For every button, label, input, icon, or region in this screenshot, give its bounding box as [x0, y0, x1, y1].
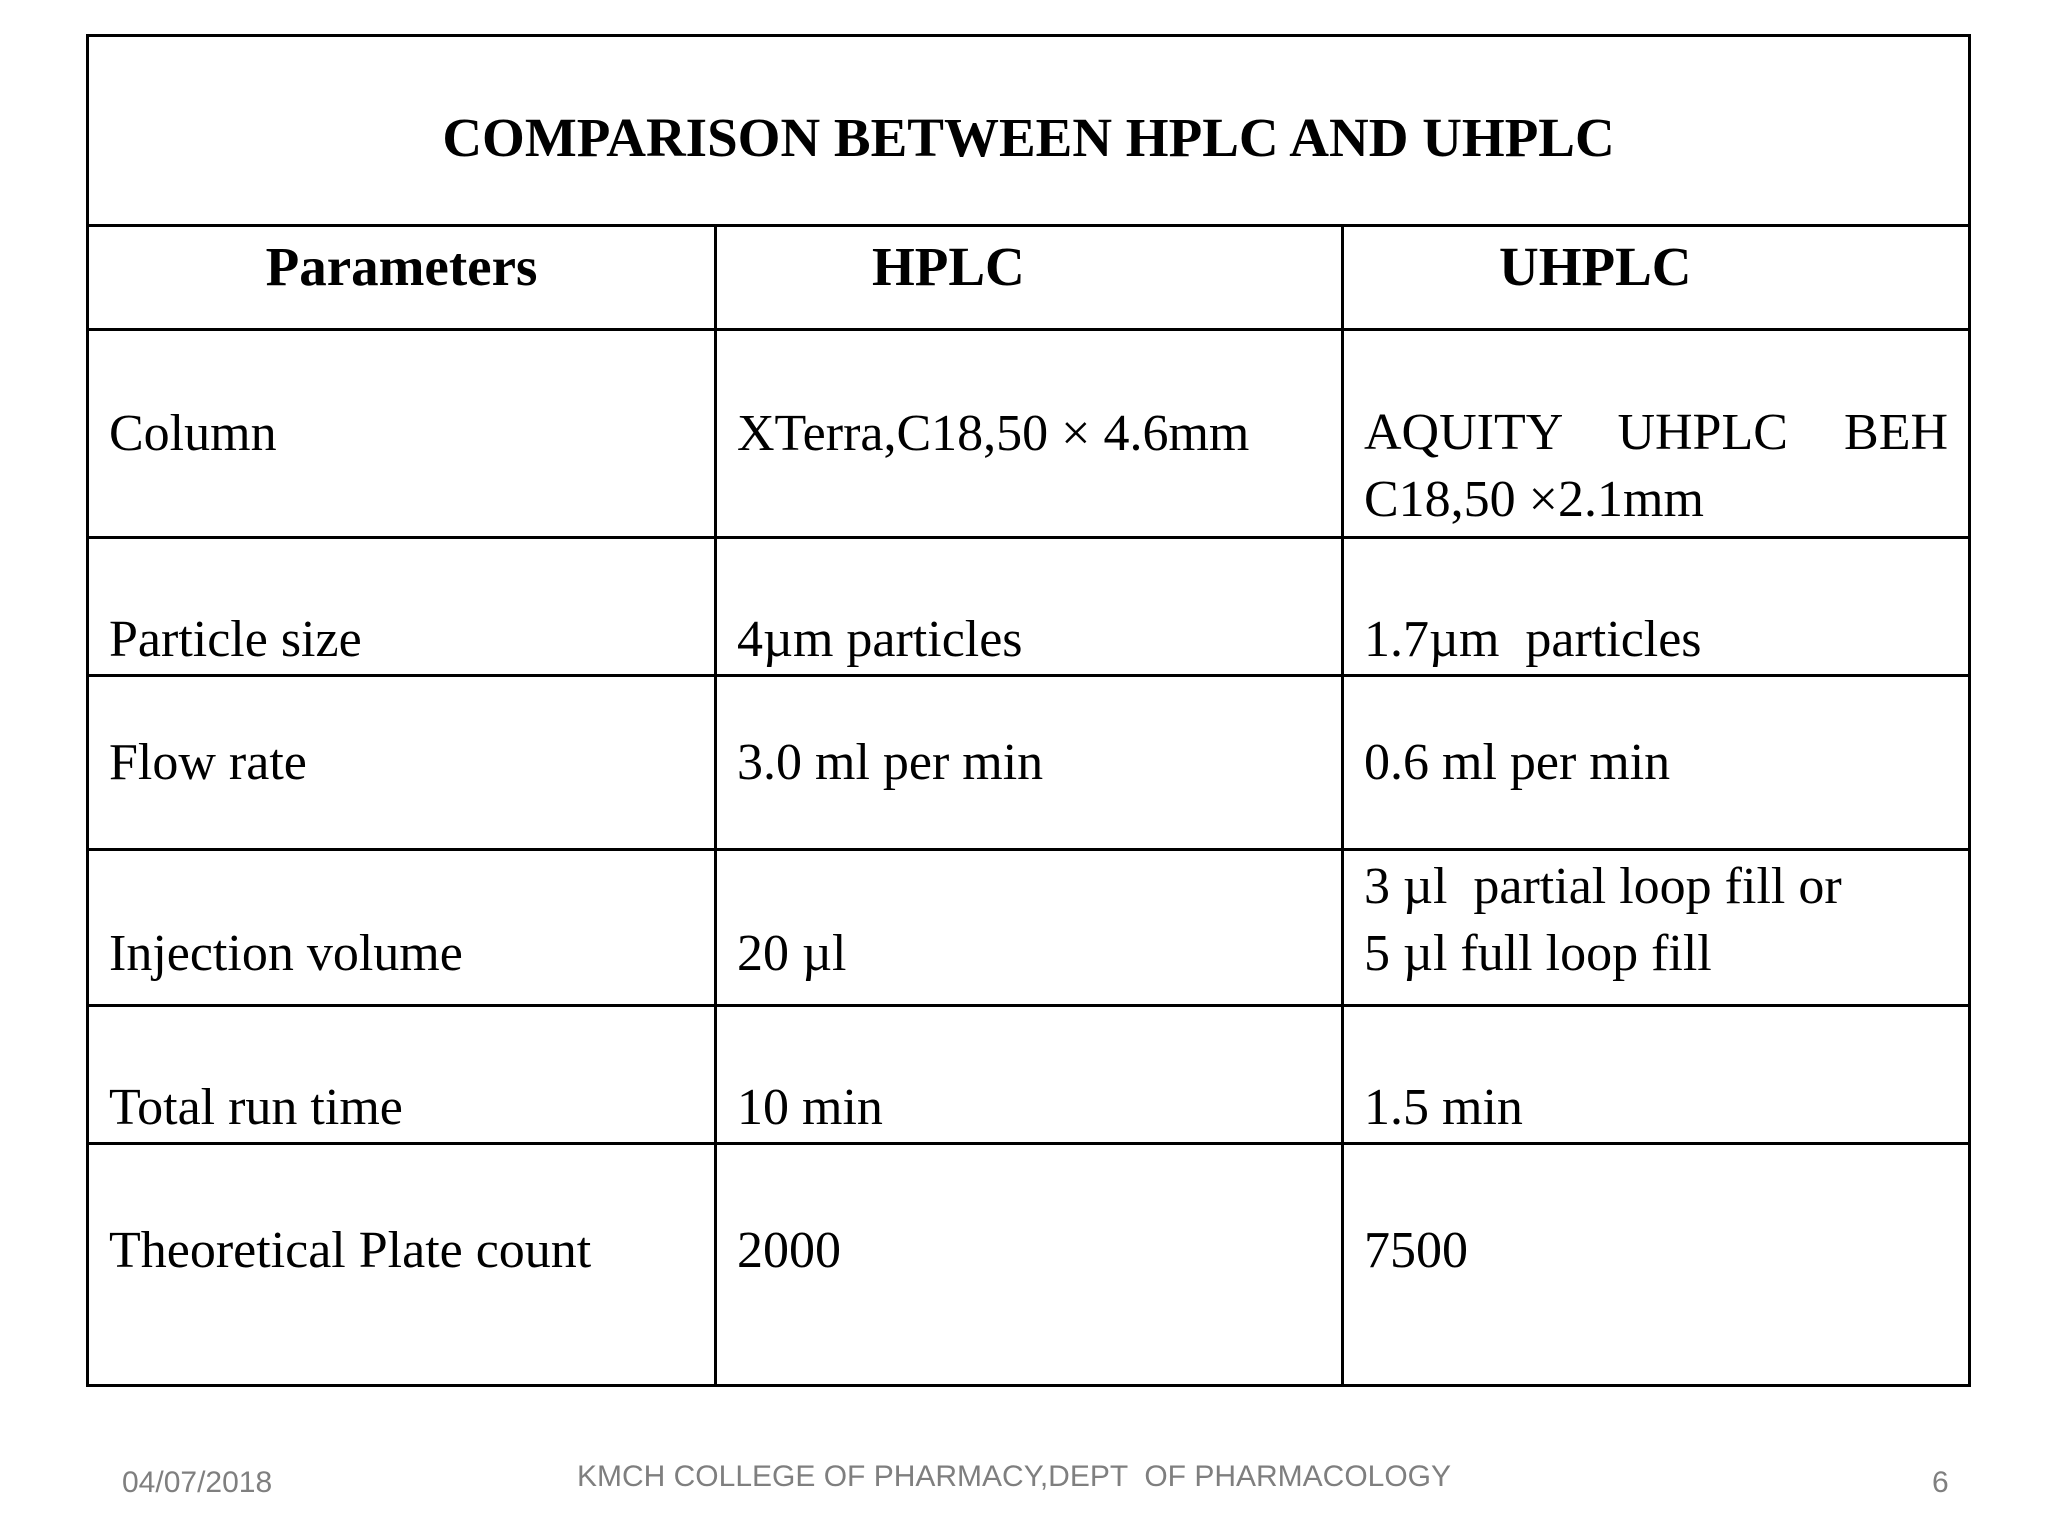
uhplc-line: 7500	[1364, 1222, 1468, 1279]
uhplc-line: C18,50 ×2.1mm	[1364, 471, 1704, 529]
table-row	[88, 1006, 1970, 1144]
uhplc-cell	[1343, 538, 1970, 676]
parameter-cell: Flow rate	[88, 676, 716, 850]
parameter-cell: Particle size	[88, 538, 716, 676]
uhplc-line: 1.7µm particles	[1364, 611, 1702, 669]
hplc-cell: 4µm particles	[716, 538, 1343, 676]
uhplc-cell	[1343, 330, 1970, 538]
parameter-cell: Theoretical Plate count	[88, 1144, 716, 1386]
hplc-cell: 2000	[716, 1144, 1343, 1386]
table-row	[88, 1144, 1970, 1386]
uhplc-line: 5 µl full loop fill	[1364, 925, 1712, 983]
page-number: 6	[1932, 1466, 1949, 1499]
table-row	[88, 330, 1970, 538]
table-row	[88, 676, 1970, 850]
uhplc-line: 1.5 min	[1364, 1079, 1523, 1137]
header-parameters: Parameters	[88, 226, 716, 330]
table-title: COMPARISON BETWEEN HPLC AND UHPLC	[88, 36, 1970, 226]
table-row	[88, 538, 1970, 676]
header-uhplc: UHPLC	[1343, 226, 1970, 330]
uhplc-cell	[1343, 676, 1970, 850]
uhplc-cell	[1343, 1006, 1970, 1144]
hplc-cell: 20 µl	[716, 850, 1343, 1006]
hplc-cell: 10 min	[716, 1006, 1343, 1144]
footer-institution: KMCH COLLEGE OF PHARMACY,DEPT OF PHARMACOLOGY	[576, 1460, 1452, 1493]
table-title-row	[88, 36, 1970, 226]
uhplc-line: 3 µl partial loop fill or	[1364, 857, 1842, 915]
comparison-table	[86, 34, 1971, 1387]
uhplc-cell	[1343, 1144, 1970, 1386]
header-hplc: HPLC	[716, 226, 1343, 330]
footer-date: 04/07/2018	[122, 1466, 273, 1499]
table-header-row	[88, 226, 1970, 330]
parameter-cell: Column	[88, 330, 716, 538]
uhplc-cell	[1343, 850, 1970, 1006]
parameter-cell: Total run time	[88, 1006, 716, 1144]
table-row	[88, 850, 1970, 1006]
hplc-cell: XTerra,C18,50 × 4.6mm	[716, 330, 1343, 538]
hplc-cell: 3.0 ml per min	[716, 676, 1343, 850]
parameter-cell: Injection volume	[88, 850, 716, 1006]
uhplc-line: 0.6 ml per min	[1364, 733, 1671, 791]
uhplc-line: AQUITY UHPLC BEH	[1364, 403, 1949, 461]
